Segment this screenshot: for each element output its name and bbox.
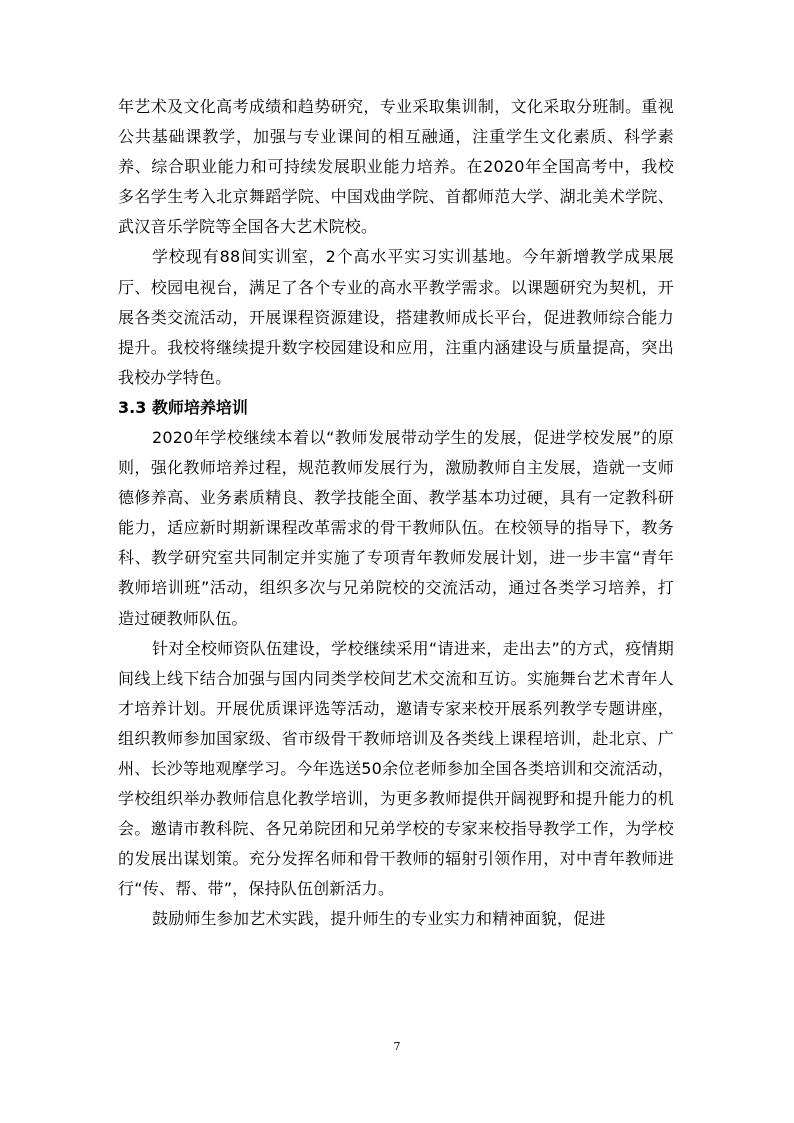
page-number: 7 <box>393 1040 401 1053</box>
paragraph-training-rooms: 学校现有88间实训室，2个高水平实习实训基地。今年新增教学成果展厅、校园电视台，满足了各个专业的高水平教学需求。以课题研究为契机，开展各类交流活动，开展课程资源建设，搭建教师成长平台，促进教师综合能力提升。我校将继续提升数字校园建设和应用，注重内涵建设与质量提高，突出我校办学特色。 <box>118 247 674 387</box>
document-page <box>118 92 674 935</box>
paragraph-art-practice: 鼓励师生参加艺术实践，提升师生的专业实力和精神面貌，促进 <box>152 909 606 929</box>
paragraph-teacher-development: 2020年学校继续本着以“教师发展带动学生的发展，促进学校发展”的原则，强化教师培养过程，规范教师发展行为，激励教师自主发展，造就一支师德修养高、业务素质精良、教学技能全面、教学基本功过硬，具有一定教科研能力，适应新时期新课程改革需求的骨干教师队伍。在校领导的指导下，教务科、教学研究室共同制定并实施了专项青年教师发展计划，进一步丰富“青年教师培训班”活动，组织多次与兄弟院校的交流活动，通过各类学习培养，打造过硬教师队伍。 <box>118 427 674 628</box>
section-heading: 3.3 教师培养培训 <box>118 397 248 417</box>
paragraph-continued: 年艺术及文化高考成绩和趋势研究，专业采取集训制，文化采取分班制。重视公共基础课教学，加强与专业课间的相互融通，注重学生文化素质、科学素养、综合职业能力和可持续发展职业能力培养。在2020年全国高考中，我校多名学生考入北京舞蹈学院、中国戏曲学院、首都师范大学、湖北美术学院、武汉音乐学院等全国各大艺术院校。 <box>118 97 674 237</box>
paragraph-staff-building: 针对全校师资队伍建设，学校继续采用“请进来，走出去”的方式，疫情期间线上线下结合加强与国内同类学校间艺术交流和互访。实施舞台艺术青年人才培养计划。开展优质课评选等活动，邀请专家来校开展系列教学专题讲座，组织教师参加国家级、省市级骨干教师培训及各类线上课程培训，赴北京、广州、长沙等地观摩学习。今年选送50余位老师参加全国各类培训和交流活动，学校组织举办教师信息化教学培训，为更多教师提供开阔视野和提升能力的机会。邀请市教科院、各兄弟院团和兄弟学校的专家来校指导教学工作，为学校的发展出谋划策。充分发挥名师和骨干教师的辐射引领作用，对中青年教师进行“传、帮、带”，保持队伍创新活力。 <box>118 638 674 899</box>
